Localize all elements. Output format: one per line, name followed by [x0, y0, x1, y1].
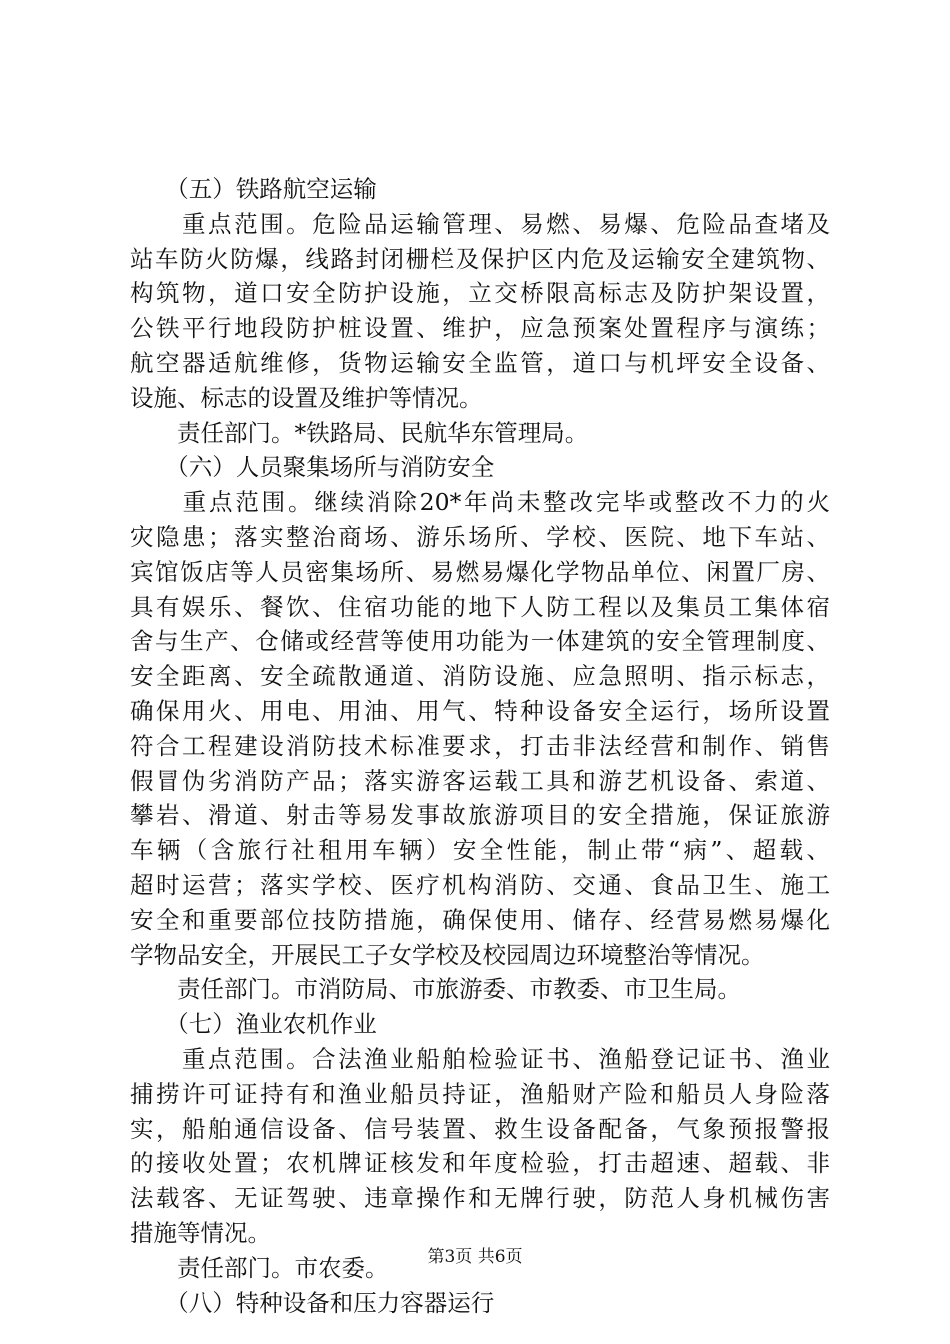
text-line: 安全和重要部位技防措施，确保使用、储存、经营易燃易爆化	[130, 905, 830, 934]
text-line: 捕捞许可证持有和渔业船员持证，渔船财产险和船员人身险落	[130, 1079, 830, 1108]
section-heading: （八）特种设备和压力容器运行	[130, 1288, 495, 1317]
text-line: 责任部门。市农委。	[130, 1253, 389, 1282]
text-line: 的接收处置；农机牌证核发和年度检验，打击超速、超载、非	[130, 1149, 830, 1178]
text-line: 具有娱乐、餐饮、住宿功能的地下人防工程以及集员工集体宿	[130, 592, 830, 621]
text-line: 构筑物，道口安全防护设施，立交桥限高标志及防护架设置，	[130, 279, 830, 308]
text-line: 设施、标志的设置及维护等情况。	[130, 383, 483, 412]
text-line: 重点范围。合法渔业船舶检验证书、渔船登记证书、渔业	[130, 1044, 830, 1073]
text-line: 安全距离、安全疏散通道、消防设施、应急照明、指示标志，	[130, 662, 830, 691]
text-line: 假冒伪劣消防产品；落实游客运载工具和游艺机设备、索道、	[130, 766, 830, 795]
text-line: 攀岩、滑道、射击等易发事故旅游项目的安全措施，保证旅游	[130, 801, 830, 830]
section-heading: （七）渔业农机作业	[130, 1010, 377, 1039]
text-line: 符合工程建设消防技术标准要求，打击非法经营和制作、销售	[130, 731, 830, 760]
text-line: 责任部门。*铁路局、民航华东管理局。	[130, 418, 589, 447]
section-heading: （五）铁路航空运输	[130, 175, 377, 203]
text-line: 重点范围。危险品运输管理、易燃、易爆、危险品查堵及	[130, 209, 830, 238]
text-line: 灾隐患；落实整治商场、游乐场所、学校、医院、地下车站、	[130, 522, 830, 551]
text-line: 舍与生产、仓储或经营等使用功能为一体建筑的安全管理制度、	[130, 627, 830, 656]
text-line: 公铁平行地段防护桩设置、维护，应急预案处置程序与演练；	[130, 314, 830, 343]
text-line: 责任部门。市消防局、市旅游委、市教委、市卫生局。	[130, 975, 741, 1004]
page-footer: 第3页 共6页	[427, 1247, 523, 1267]
text-line: 宾馆饭店等人员密集场所、易燃易爆化学物品单位、闲置厂房、	[130, 557, 830, 586]
text-line: 法载客、无证驾驶、违章操作和无牌行驶，防范人身机械伤害	[130, 1184, 830, 1213]
text-line: 重点范围。继续消除20*年尚未整改完毕或整改不力的火	[130, 488, 830, 517]
document-body	[130, 172, 830, 1320]
text-line: 措施等情况。	[130, 1218, 271, 1247]
text-line: 学物品安全，开展民工子女学校及校园周边环境整治等情况。	[130, 940, 765, 969]
section-heading: （六）人员聚集场所与消防安全	[130, 453, 495, 482]
text-line: 超时运营；落实学校、医疗机构消防、交通、食品卫生、施工	[130, 870, 830, 899]
text-line: 实，船舶通信设备、信号装置、救生设备配备，气象预报警报	[130, 1114, 830, 1143]
text-line: 车辆（含旅行社租用车辆）安全性能，制止带“病”、超载、	[130, 836, 830, 865]
text-line: 站车防火防爆，线路封闭栅栏及保护区内危及运输安全建筑物、	[130, 244, 830, 273]
text-line: 航空器适航维修，货物运输安全监管，道口与机坪安全设备、	[130, 348, 830, 377]
text-line: 确保用火、用电、用油、用气、特种设备安全运行，场所设置	[130, 696, 830, 725]
